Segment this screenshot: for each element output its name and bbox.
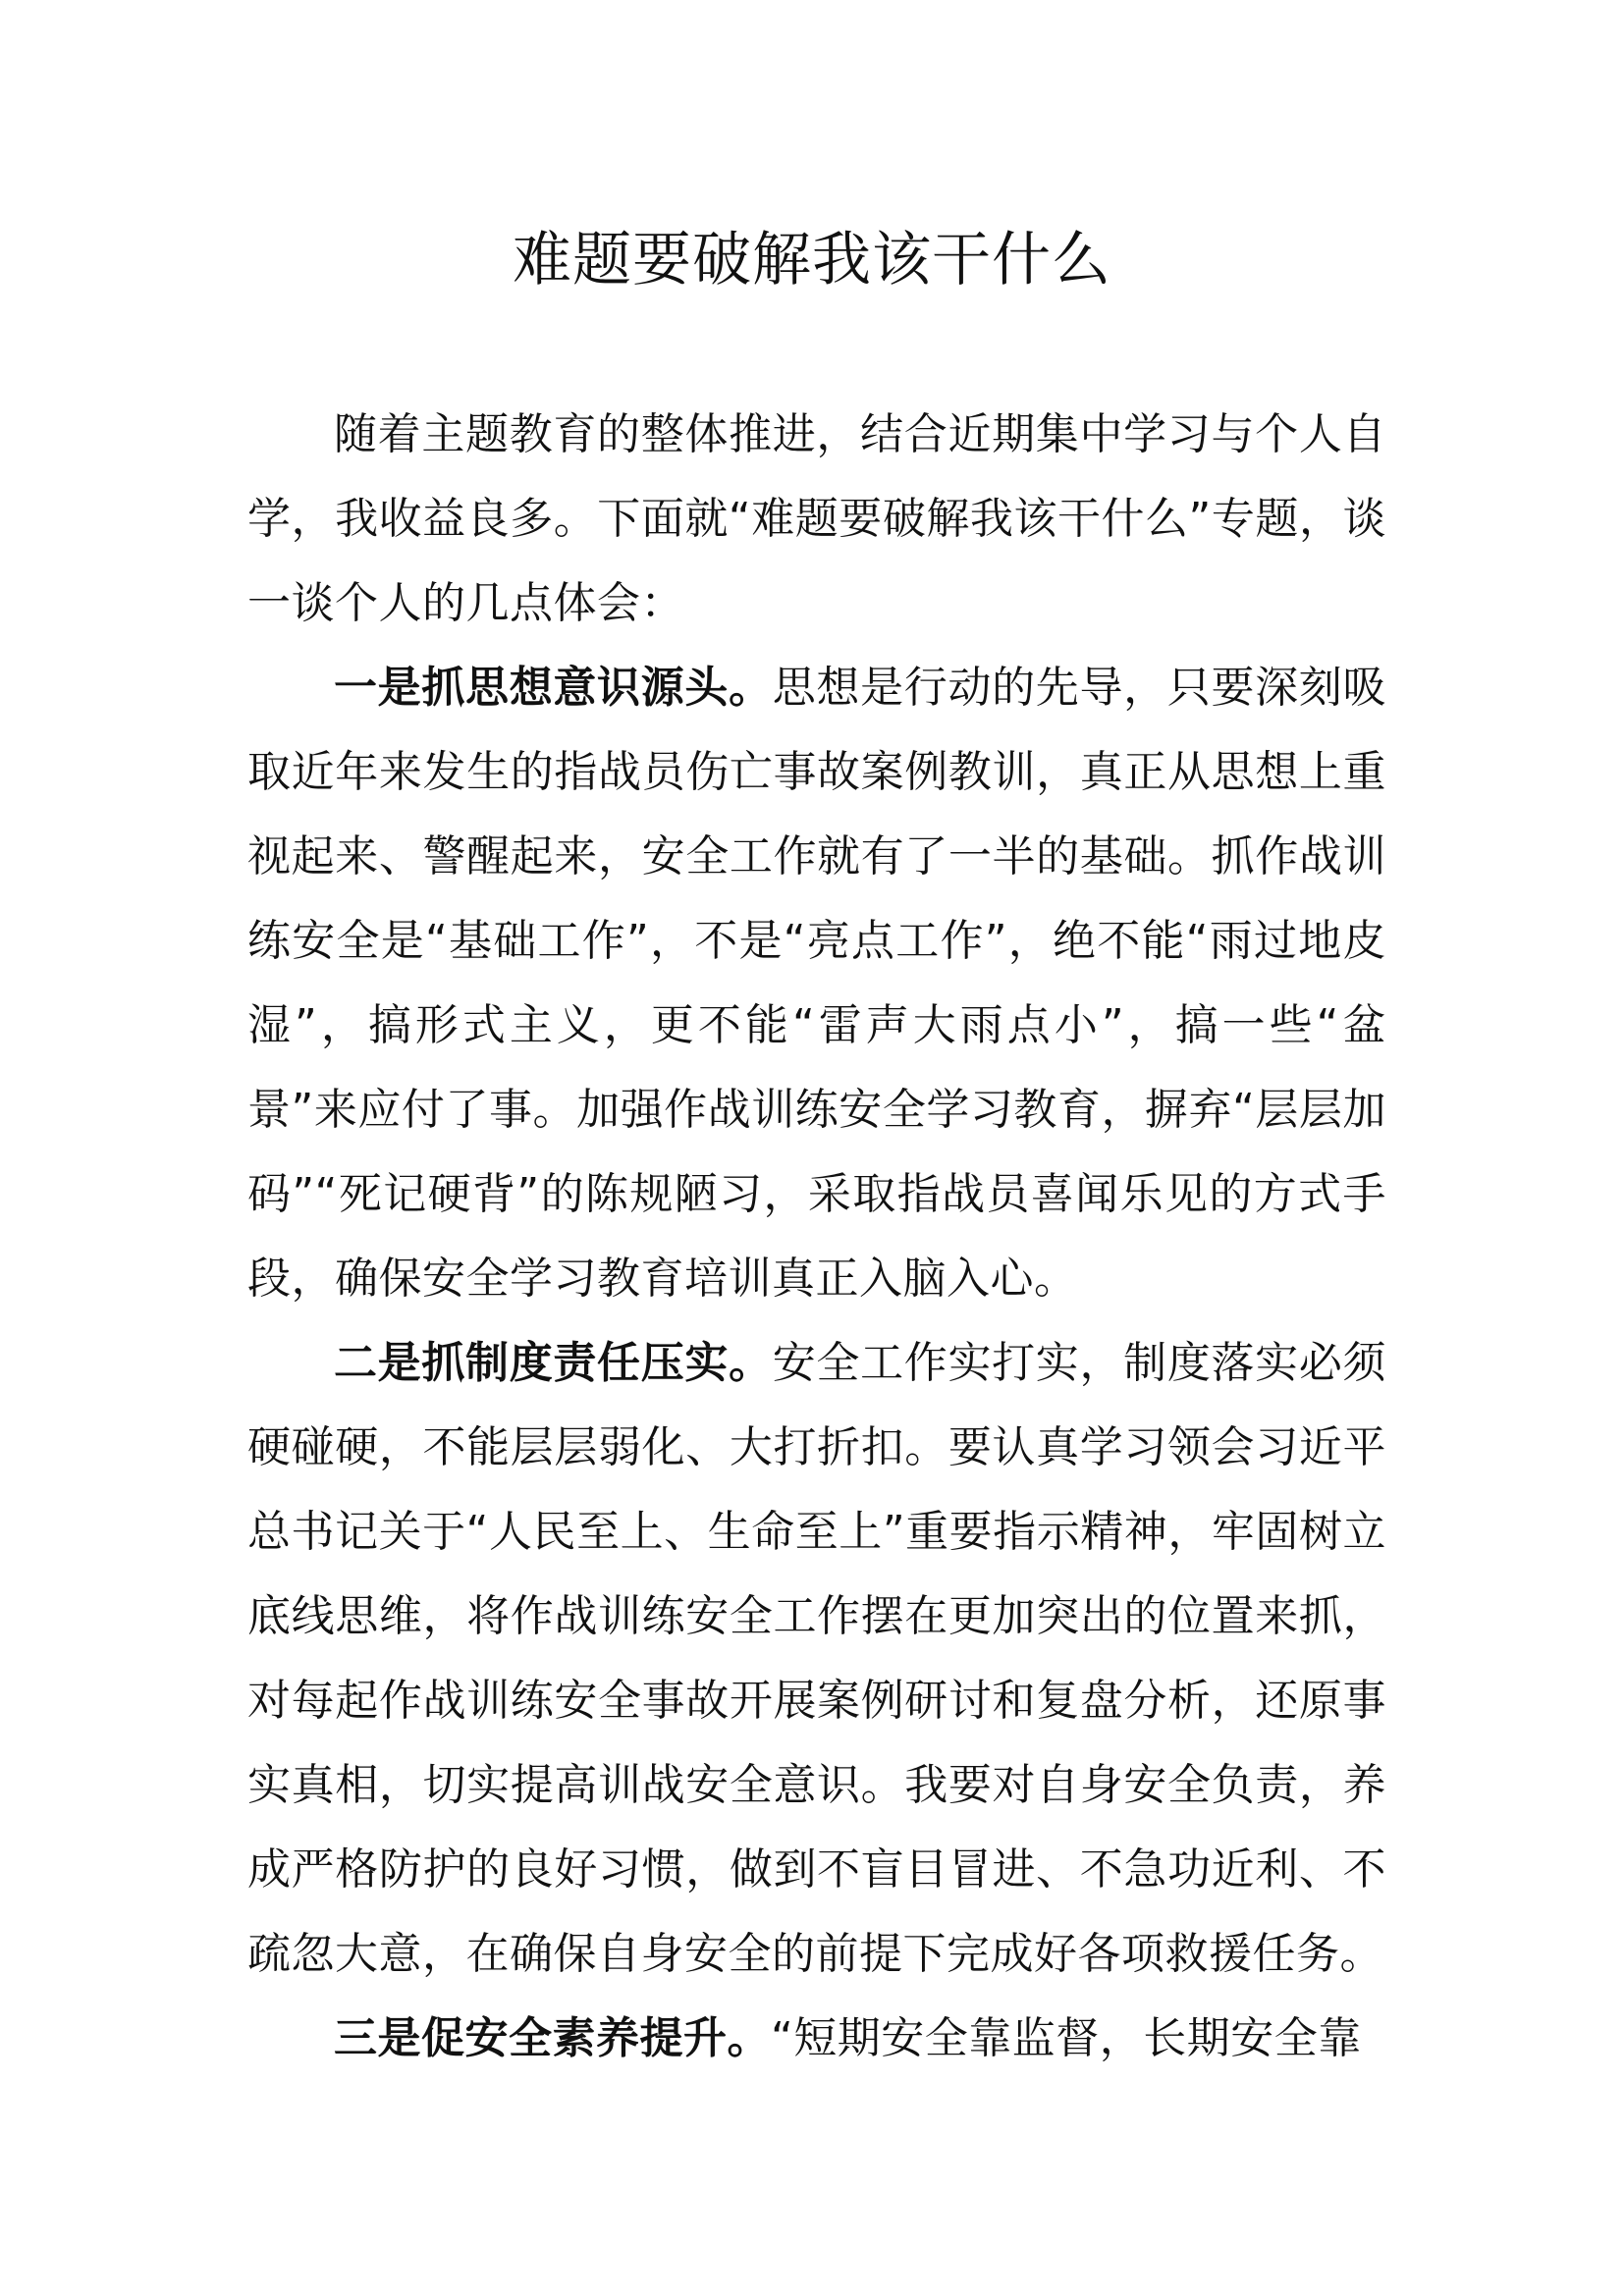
document-title: 难题要破解我该干什么: [513, 226, 1111, 294]
document-body: [247, 393, 1386, 2081]
point-paragraph-3: [247, 1997, 1386, 2081]
intro-paragraph: 随着主题教育的整体推进，结合近期集中学习与个人自学，我收益良多。下面就“难题要破解我该干什么”专题，谈一谈个人的几点体会：: [247, 409, 1386, 628]
point-heading-2: 二是抓制度责任压实。: [334, 1338, 773, 1388]
point-paragraph-1: [247, 646, 1386, 1321]
point-paragraph-2: [247, 1321, 1386, 1997]
point-text-2: 安全工作实打实，制度落实必须硬碰硬，不能层层弱化、大打折扣。要认真学习领会习近平总书记关于“人民至上、生命至上”重要指示精神，牢固树立底线思维，将作战训练安全工作摆在更加突出的位置来抓，对每起作战训练安全事故开展案例研讨和复盘分析，还原事实真相，切实提高训战安全意识。我要对自身安全负责，养成严格防护的良好习惯，做到不盲目冒进、不急功近利、不疏忽大意，在确保自身安全的前提下完成好各项救援任务。: [247, 1338, 1387, 1979]
point-heading-3: 三是促安全素养提升。: [334, 2013, 771, 2063]
point-text-1: 思想是行动的先导，只要深刻吸取近年来发生的指战员伤亡事故案例教训，真正从思想上重视起来、警醒起来，安全工作就有了一半的基础。抓作战训练安全是“基础工作”，不是“亮点工作”，绝不能“雨过地皮湿”，搞形式主义，更不能“雷声大雨点小”，搞一些“盆景”来应付了事。加强作战训练安全学习教育，摒弃“层层加码”“死记硬背”的陈规陋习，采取指战员喜闻乐见的方式手段，确保安全学习教育培训真正入脑入心。: [247, 663, 1387, 1304]
point-text-3: “短期安全靠监督，长期安全靠: [771, 2013, 1362, 2063]
point-heading-1: 一是抓思想意识源头。: [334, 663, 773, 713]
